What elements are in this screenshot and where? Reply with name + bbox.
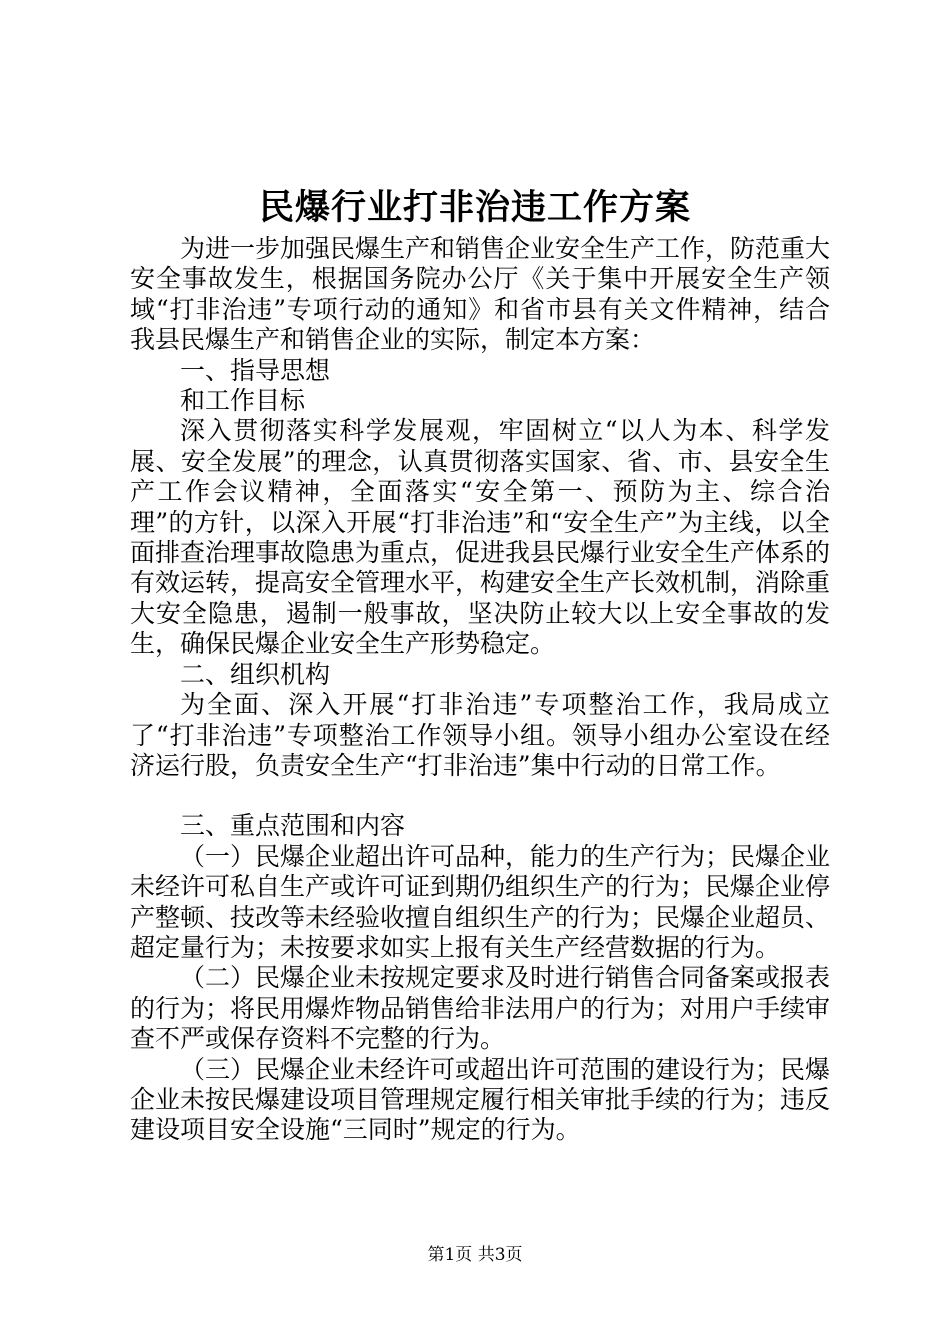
section-heading-key-scope: 三、重点范围和内容 xyxy=(180,811,406,841)
key-scope-item-3: （三）民爆企业未经许可或超出许可范围的建设行为；民爆企业未按民爆建设项目管理规定履行相关审批手续的行为；违反建设项目安全设施“三同时”规定的行为。 xyxy=(130,1054,831,1145)
document-body xyxy=(130,234,830,1146)
organization-paragraph: 为全面、深入开展“打非治违”专项整治工作，我局成立了“打非治违”专项整治工作领导小组。领导小组办公室设在经济运行股，负责安全生产“打非治违”集中行动的日常工作。 xyxy=(130,690,830,780)
section-heading-work-goals: 和工作目标 xyxy=(180,386,306,416)
section-heading-guiding-ideology: 一、指导思想 xyxy=(180,355,331,385)
guiding-ideology-paragraph: 深入贯彻落实科学发展观，牢固树立“以人为本、科学发展、安全发展”的理念，认真贯彻落实国家、省、市、县安全生产工作会议精神，全面落实“安全第一、预防为主、综合治理”的方针，以深入开展“打非治违”和“安全生产”为主线，以全面排查治理事故隐患为重点，促进我县民爆行业安全生产体系的有效运转，提高安全管理水平，构建安全生产长效机制，消除重大安全隐患，遏制一般事故，坚决防止较大以上安全事故的发生，确保民爆企业安全生产形势稳定。 xyxy=(130,416,831,659)
key-scope-item-2: （二）民爆企业未按规定要求及时进行销售合同备案或报表的行为；将民用爆炸物品销售给非法用户的行为；对用户手续审查不严或保存资料不完整的行为。 xyxy=(130,963,831,1054)
intro-paragraph: 为进一步加强民爆生产和销售企业安全生产工作，防范重大安全事故发生，根据国务院办公厅《关于集中开展安全生产领域“打非治违”专项行动的通知》和省市县有关文件精神，结合我县民爆生产和销售企业的实际，制定本方案： xyxy=(130,234,831,355)
document-title: 民爆行业打非治违工作方案 xyxy=(258,187,691,228)
key-scope-item-1: （一）民爆企业超出许可品种，能力的生产行为；民爆企业未经许可私自生产或许可证到期仍组织生产的行为；民爆企业停产整顿、技改等未经验收擅自组织生产的行为；民爆企业超员、超定量行为；未按要求如实上报有关生产经营数据的行为。 xyxy=(130,841,831,962)
section-heading-organization: 二、组织机构 xyxy=(180,659,331,689)
page-number-footer: 第1页 共3页 xyxy=(427,1245,523,1265)
